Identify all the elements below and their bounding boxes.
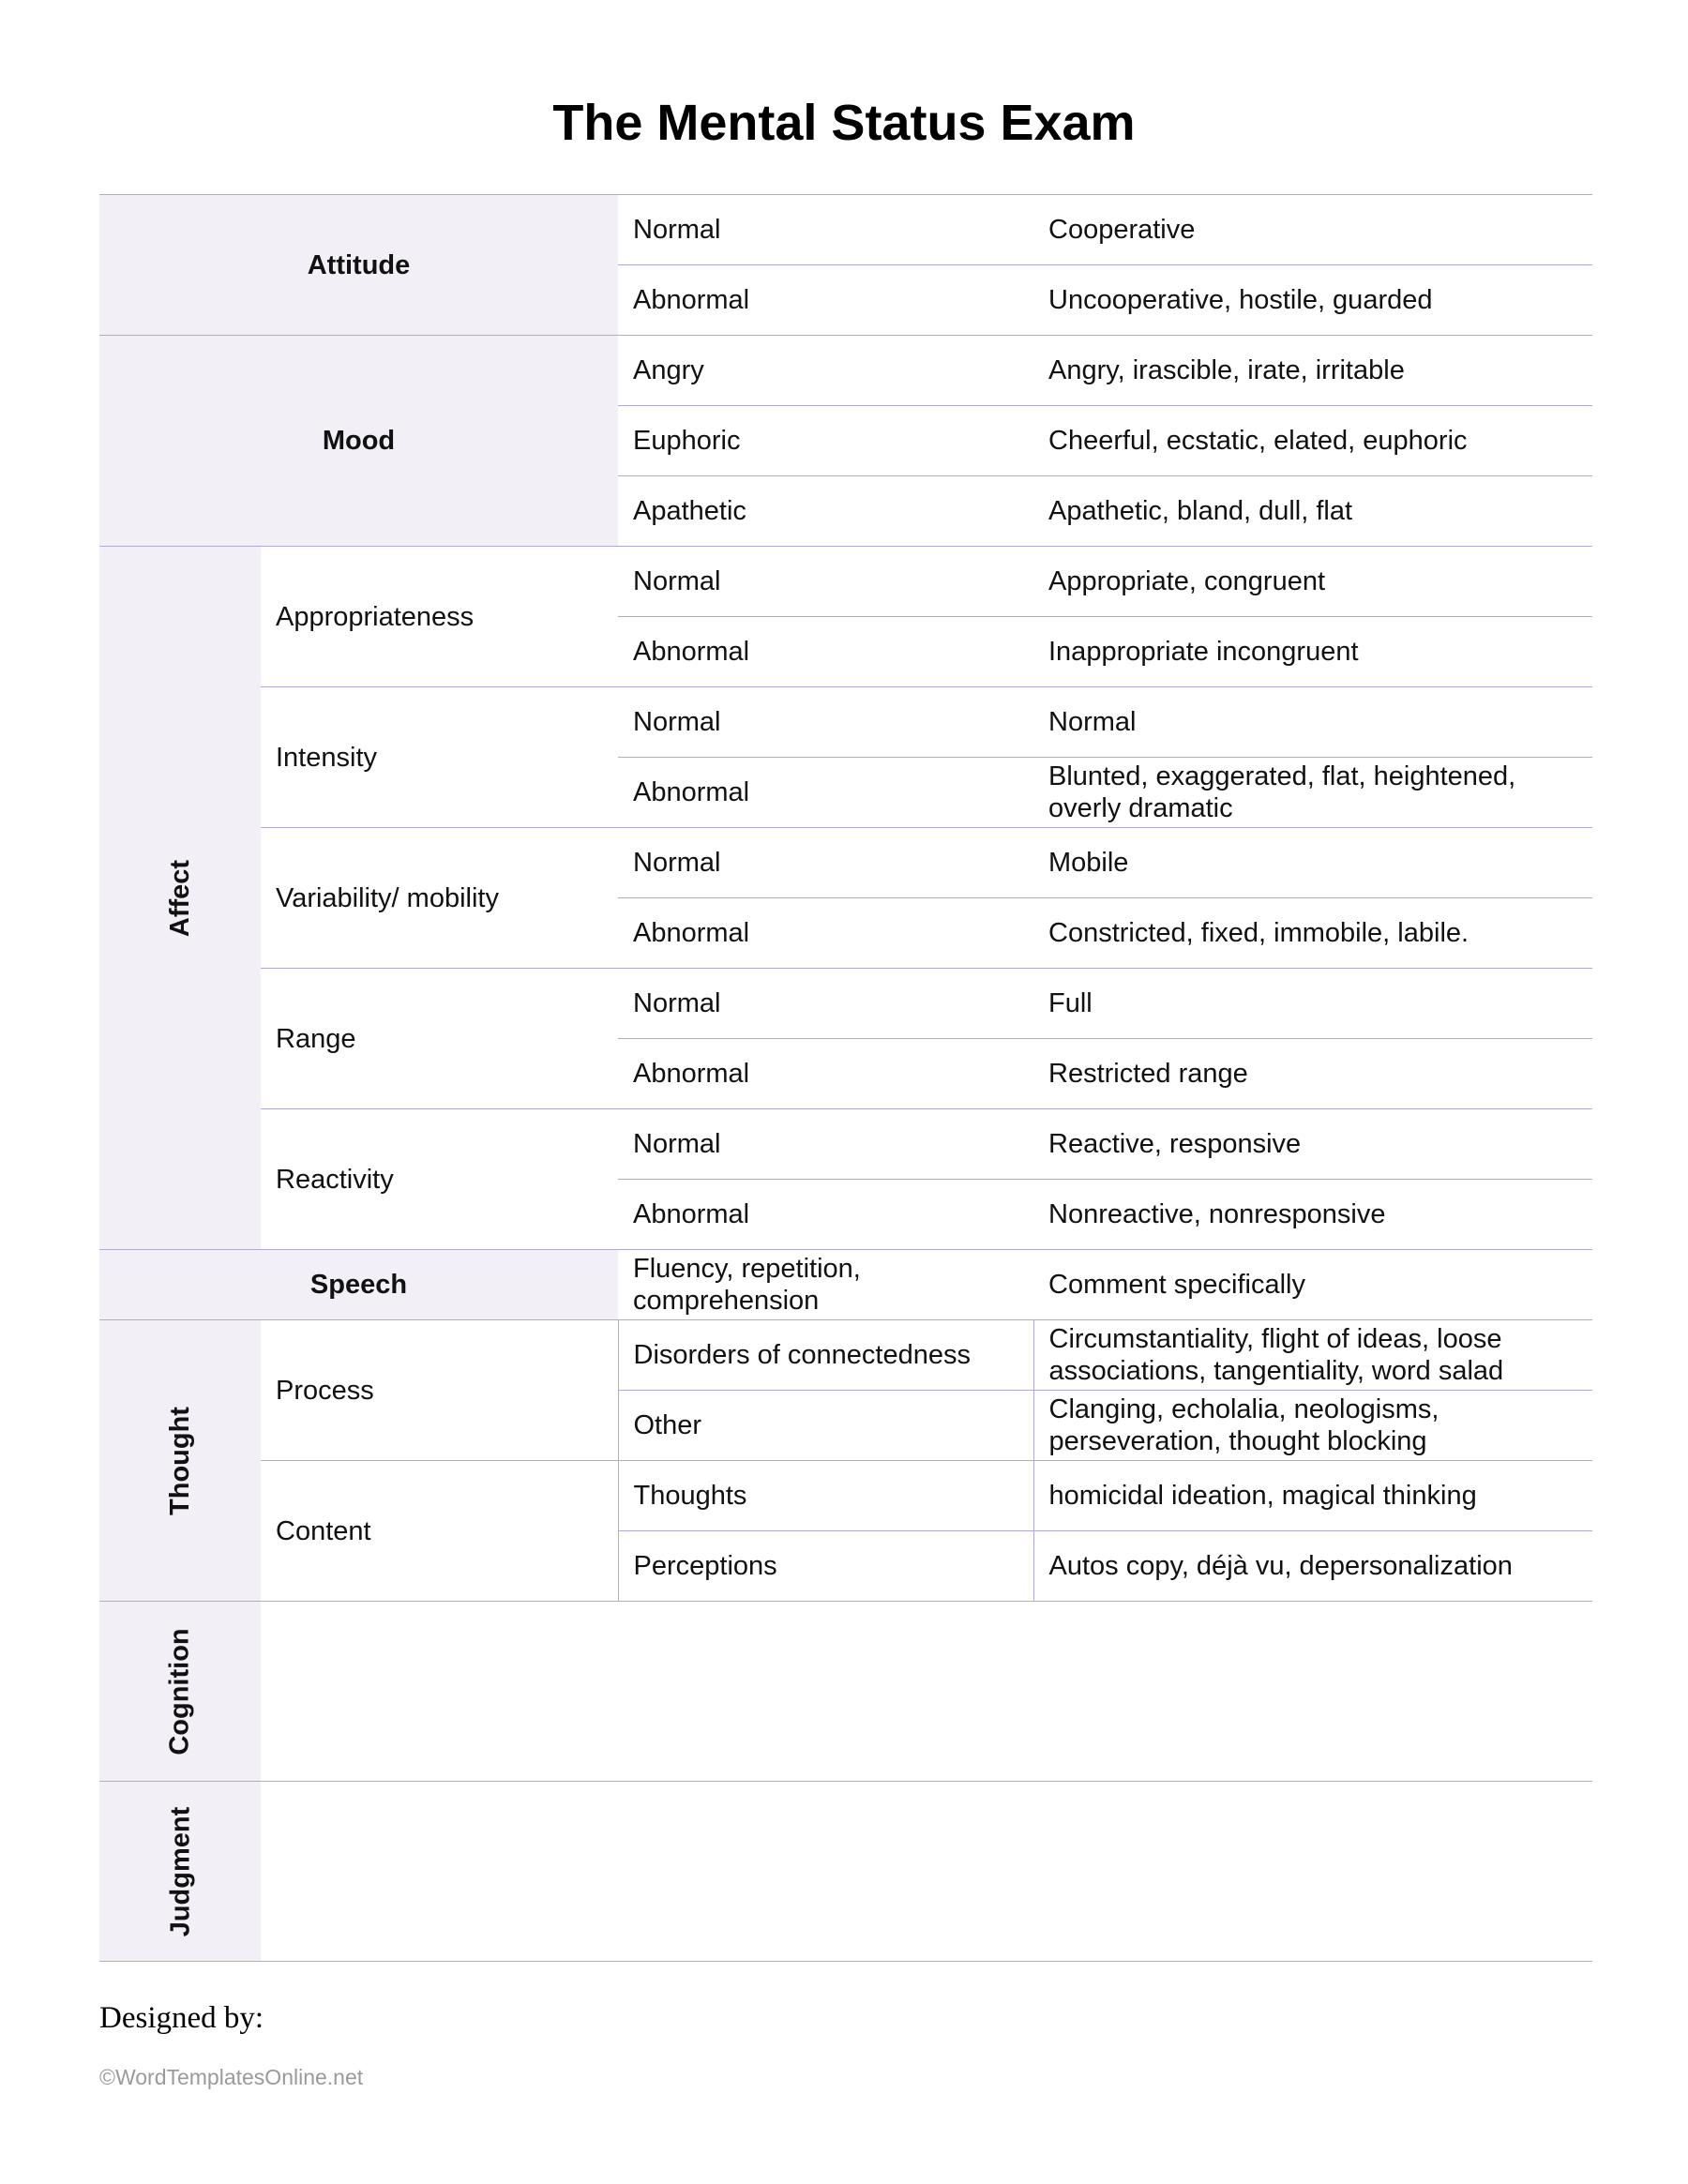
row-desc: Restricted range: [1033, 1039, 1592, 1109]
row-type: Abnormal: [618, 758, 1033, 828]
row-type: Perceptions: [618, 1531, 1033, 1602]
category-thought-label: Thought: [164, 1406, 195, 1515]
row-desc: Full: [1033, 969, 1592, 1039]
row-type: Fluency, repetition, comprehension: [618, 1250, 1033, 1320]
row-type: Abnormal: [618, 265, 1033, 336]
row-type: Apathetic: [618, 476, 1033, 547]
category-judgment-label: Judgment: [165, 1806, 195, 1936]
category-affect-label: Affect: [164, 859, 195, 937]
table-row: [99, 1109, 1592, 1180]
row-type: Normal: [618, 1109, 1033, 1180]
row-desc: Autos copy, déjà vu, depersonalization: [1033, 1531, 1592, 1602]
row-type: Normal: [618, 547, 1033, 617]
row-desc: Angry, irascible, irate, irritable: [1033, 336, 1592, 406]
row-desc: Mobile: [1033, 828, 1592, 898]
row-desc: Appropriate, congruent: [1033, 547, 1592, 617]
row-desc: Apathetic, bland, dull, flat: [1033, 476, 1592, 547]
row-type: Abnormal: [618, 1180, 1033, 1250]
page-title: The Mental Status Exam: [552, 95, 1136, 151]
subcategory-label: Reactivity: [261, 1109, 618, 1250]
row-type: Euphoric: [618, 406, 1033, 476]
mental-status-table: [99, 194, 1592, 1962]
subcategory-label: Content: [261, 1461, 618, 1602]
row-type: Normal: [618, 195, 1033, 265]
table-row: [99, 1250, 1592, 1320]
category-thought: [99, 1320, 261, 1602]
row-desc: Reactive, responsive: [1033, 1109, 1592, 1180]
category-mood: Mood: [99, 336, 618, 547]
category-cognition-label: Cognition: [164, 1627, 195, 1755]
table-row: [99, 1602, 1592, 1782]
row-type: Normal: [618, 687, 1033, 758]
row-desc: Uncooperative, hostile, guarded: [1033, 265, 1592, 336]
row-type: Other: [618, 1391, 1033, 1461]
copyright-notice: ©WordTemplatesOnline.net: [99, 2065, 364, 2089]
subcategory-label: Process: [261, 1320, 618, 1461]
subcategory-label: Variability/ mobility: [261, 828, 618, 969]
row-type: Abnormal: [618, 898, 1033, 969]
judgment-notes-area[interactable]: [261, 1782, 1592, 1962]
row-type: Abnormal: [618, 617, 1033, 687]
row-desc: Cheerful, ecstatic, elated, euphoric: [1033, 406, 1592, 476]
row-type: Abnormal: [618, 1039, 1033, 1109]
row-desc: Comment specifically: [1033, 1250, 1592, 1320]
row-desc: Cooperative: [1033, 195, 1592, 265]
cognition-notes-area[interactable]: [261, 1602, 1592, 1782]
table-row: [99, 195, 1592, 265]
row-type: Angry: [618, 336, 1033, 406]
row-desc: Clanging, echolalia, neologisms, perseveration, thought blocking: [1033, 1391, 1592, 1461]
table-row: [99, 828, 1592, 898]
table-row: [99, 547, 1592, 617]
category-speech: Speech: [99, 1250, 618, 1320]
row-type: Normal: [618, 969, 1033, 1039]
row-desc: Normal: [1033, 687, 1592, 758]
row-desc: Blunted, exaggerated, flat, heightened, overly dramatic: [1033, 758, 1592, 828]
row-desc: homicidal ideation, magical thinking: [1033, 1461, 1592, 1531]
table-row: [99, 1320, 1592, 1391]
subcategory-label: Appropriateness: [261, 547, 618, 687]
designed-by-label: Designed by:: [99, 2001, 264, 2035]
row-desc: Circumstantiality, flight of ideas, loose associations, tangentiality, word salad: [1033, 1320, 1592, 1391]
table-row: [99, 687, 1592, 758]
table-row: [99, 1782, 1592, 1962]
row-desc: Inappropriate incongruent: [1033, 617, 1592, 687]
table-row: [99, 336, 1592, 406]
row-desc: Constricted, fixed, immobile, labile.: [1033, 898, 1592, 969]
subcategory-label: Range: [261, 969, 618, 1109]
category-affect: [99, 547, 261, 1250]
category-cognition: [99, 1602, 261, 1782]
row-type: Normal: [618, 828, 1033, 898]
category-judgment: [99, 1782, 261, 1962]
row-type: Thoughts: [618, 1461, 1033, 1531]
category-attitude: Attitude: [99, 195, 618, 336]
subcategory-label: Intensity: [261, 687, 618, 828]
table-row: [99, 1461, 1592, 1531]
row-type: Disorders of connectedness: [618, 1320, 1033, 1391]
row-desc: Nonreactive, nonresponsive: [1033, 1180, 1592, 1250]
table-row: [99, 969, 1592, 1039]
